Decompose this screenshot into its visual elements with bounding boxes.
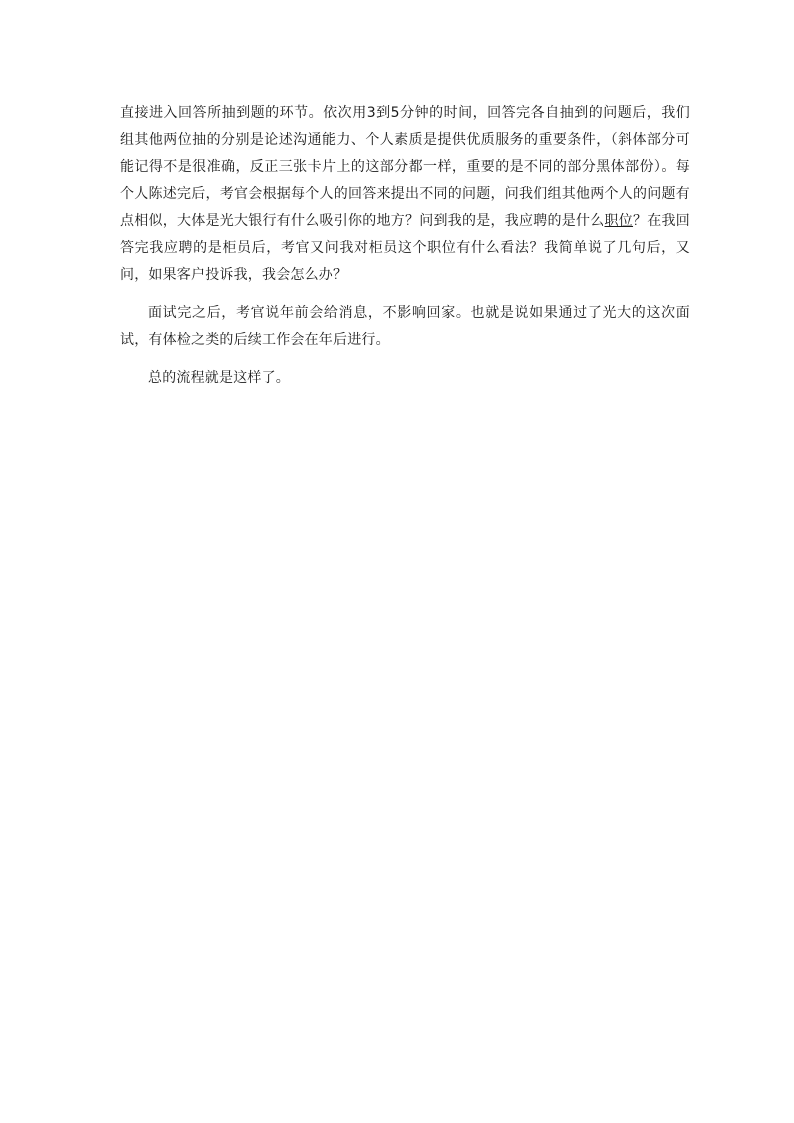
document-page <box>120 100 690 392</box>
paragraph-text-before: 直接进入回答所抽到题的环节。依次用3到5分钟的时间，回答完各自抽到的问题后，我们组其他两位抽的分别是论述沟通能力、个人素质是提供优质服务的重要条件，（斜体部分可能记得不是很准确，反正三张卡片上的这部分都一样，重要的是不同的部分黑体部份）。每个人陈述完后，考官会根据每个人的回答来提出不同的问题，问我们组其他两个人的问题有点相似，大体是光大银行有什么吸引你的地方？问到我的是，我应聘的是什么 <box>120 105 690 229</box>
paragraph-text-after: ？在我回答完我应聘的是柜员后，考官又问我对柜员这个职位有什么看法？我简单说了几句后，又问，如果客户投诉我，我会怎么办？ <box>120 213 690 283</box>
paragraph-interview-questions <box>120 100 690 289</box>
paragraph-summary: 总的流程就是这样了。 <box>148 370 290 386</box>
underlined-link-position[interactable]: 职位 <box>604 213 634 229</box>
paragraph-after-interview: 面试完之后，考官说年前会给消息，不影响回家。也就是说如果通过了光大的这次面试，有体检之类的后续工作会在年后进行。 <box>120 305 690 348</box>
paragraph-gap <box>120 289 690 300</box>
paragraph-gap <box>120 354 690 365</box>
